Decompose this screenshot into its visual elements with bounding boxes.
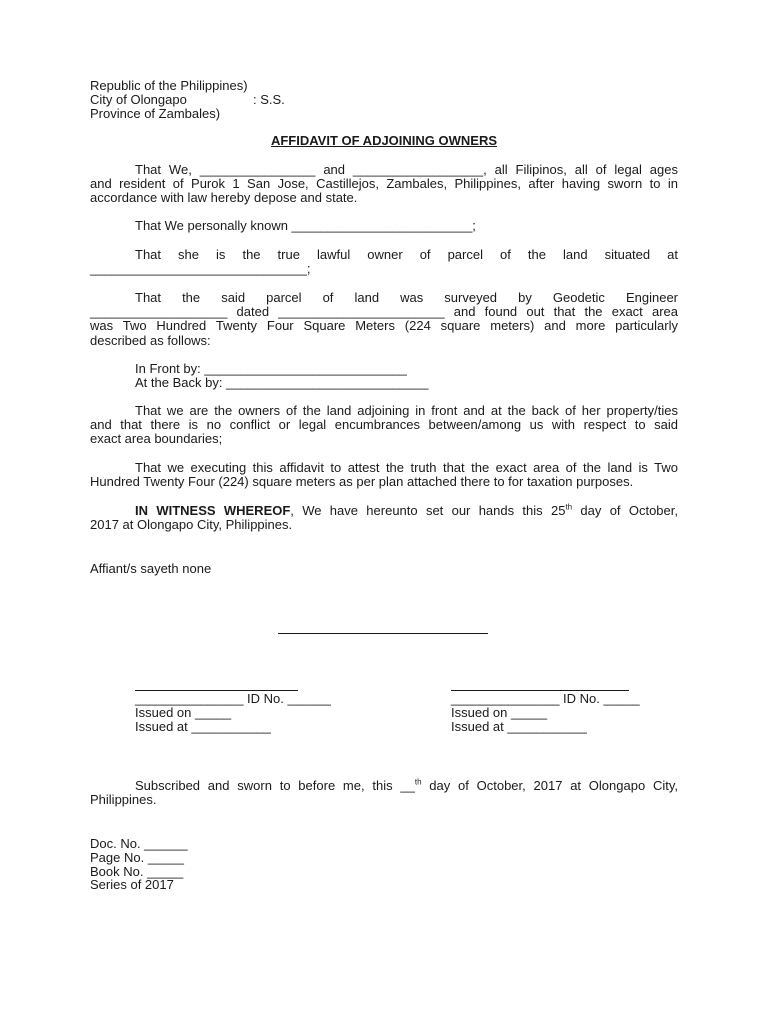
paragraph-adjoining: That we are the owners of the land adjoining in front and at the back of her property/ties and that there is no conflict or legal encumbrances between/among us with respect to said exact area boundaries; xyxy=(90,403,678,447)
sayeth-none: Affiant/s sayeth none xyxy=(90,561,212,576)
document-title: AFFIDAVIT OF ADJOINING OWNERS xyxy=(270,133,498,148)
right-id-no: _______________ ID No. _____ xyxy=(451,691,640,706)
paragraph-witness: IN WITNESS WHEREOF, We have hereunto set our hands this 25th day of October, 2017 at Olongapo City, Philippines. xyxy=(90,502,678,533)
paragraph-owner: That she is the true lawful owner of parcel of the land situated at ______________________________; xyxy=(90,247,678,277)
bound-front: In Front by: ____________________________ xyxy=(135,361,407,376)
venue-ss: : S.S. xyxy=(253,92,285,107)
venue-republic: Republic of the Philippines) xyxy=(90,78,248,93)
center-signature-line xyxy=(278,633,488,634)
paragraph-subscribed: Subscribed and sworn to before me, this __$^{th}$ day of October, 2017 at Olongapo City, Philippines. xyxy=(90,777,678,808)
paragraph-attest: That we executing this affidavit to attest the truth that the exact area of the land is Two Hundred Twenty Four (224) square meters as per plan attached there to for taxation purposes. xyxy=(90,460,678,490)
right-issued-at: Issued at ___________ xyxy=(451,719,587,734)
notary-page-no: Page No. _____ xyxy=(90,850,184,865)
right-issued-on: Issued on _____ xyxy=(451,705,548,720)
bound-back: At the Back by: ____________________________ xyxy=(135,375,429,390)
left-issued-on: Issued on _____ xyxy=(135,705,232,720)
left-id-no: _______________ ID No. ______ xyxy=(135,691,331,706)
witness-heading: IN WITNESS WHEREOF xyxy=(135,503,291,518)
notary-series: Series of 2017 xyxy=(90,877,174,892)
left-issued-at: Issued at ___________ xyxy=(135,719,271,734)
paragraph-survey: That the said parcel of land was surveyed by Geodetic Engineer ___________________ dated _______________________ and found out that the exact area was Two Hundred Twenty Four Square Meters (224 square meters) and more particularly described as follows: xyxy=(90,290,678,348)
paragraph-known: That We personally known _________________________; xyxy=(135,218,476,233)
notary-doc-no: Doc. No. ______ xyxy=(90,836,188,851)
paragraph-affiants: That We, ________________ and __________________, all Filipinos, all of legal ages and resident of Purok 1 San Jose, Castillejos, Zambales, Philippines, after having sworn to in accordance with law hereby depose and state. xyxy=(90,162,678,206)
venue-city: City of Olongapo xyxy=(90,92,187,107)
notary-book-no: Book No. _____ xyxy=(90,864,184,879)
venue-province: Province of Zambales) xyxy=(90,106,221,121)
